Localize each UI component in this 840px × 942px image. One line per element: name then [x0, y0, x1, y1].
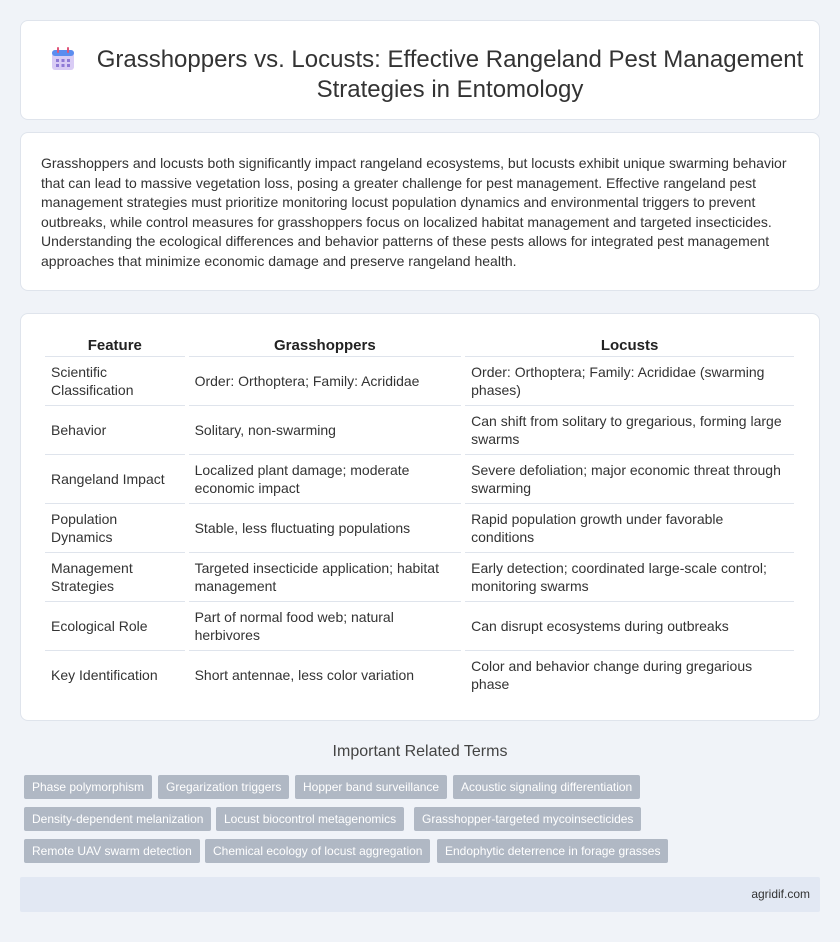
table-cell: Targeted insecticide application; habitat management	[189, 552, 462, 601]
table-row	[45, 601, 794, 650]
header-card	[20, 20, 820, 120]
table-cell: Severe defoliation; major economic threat through swarming	[465, 454, 794, 503]
related-term-tag[interactable]: Grasshopper-targeted mycoinsecticides	[414, 807, 641, 831]
related-term-tag[interactable]: Locust biocontrol metagenomics	[216, 807, 404, 831]
table-cell: Ecological Role	[45, 601, 185, 650]
page-title: Grasshoppers vs. Locusts: Effective Rangeland Pest Management Strategies in Entomology	[96, 46, 804, 103]
table-row	[45, 650, 794, 699]
table-cell: Localized plant damage; moderate economic impact	[189, 454, 462, 503]
related-term-tag[interactable]: Acoustic signaling differentiation	[453, 775, 640, 799]
table-cell: Part of normal food web; natural herbivores	[189, 601, 462, 650]
summary-card	[20, 132, 820, 291]
table-cell: Population Dynamics	[45, 503, 185, 552]
table-cell: Key Identification	[45, 650, 185, 699]
table-row	[45, 454, 794, 503]
table-cell: Management Strategies	[45, 552, 185, 601]
table-cell: Behavior	[45, 405, 185, 454]
table-cell: Solitary, non-swarming	[189, 405, 462, 454]
summary-text: Grasshoppers and locusts both significantly impact rangeland ecosystems, but locusts exhibit unique swarming behavior that can lead to massive vegetation loss, posing a greater challenge for pest management. Effective rangeland pest management strategies must prioritize monitoring locust population dynamics and environmental triggers to prevent outbreaks, while control measures for grasshoppers focus on localized habitat management and targeted insecticides. Understanding the ecological differences and behavior patterns of these pests allows for integrated pest management approaches that minimize economic damage and preserve rangeland health.	[41, 155, 787, 269]
table-cell: Color and behavior change during gregarious phase	[465, 650, 794, 699]
table-row	[45, 552, 794, 601]
column-header: Grasshoppers	[274, 336, 376, 354]
footer-site-link[interactable]: agridif.com	[751, 887, 810, 901]
column-header: Feature	[87, 336, 142, 354]
comparison-table-card	[20, 313, 820, 721]
related-term-tag[interactable]: Endophytic deterrence in forage grasses	[437, 839, 668, 863]
table-cell: Order: Orthoptera; Family: Acrididae	[189, 356, 462, 405]
comparison-table	[41, 334, 798, 699]
table-cell: Scientific Classification	[45, 356, 185, 405]
table-row	[45, 503, 794, 552]
table-cell: Order: Orthoptera; Family: Acrididae (swarming phases)	[465, 356, 794, 405]
related-term-tag[interactable]: Gregarization triggers	[158, 775, 289, 799]
column-header: Locusts	[600, 336, 659, 354]
calendar-icon	[49, 45, 77, 73]
table-cell: Stable, less fluctuating populations	[189, 503, 462, 552]
related-term-tag[interactable]: Remote UAV swarm detection	[24, 839, 200, 863]
table-cell: Rapid population growth under favorable conditions	[465, 503, 794, 552]
related-term-tag[interactable]: Phase polymorphism	[24, 775, 152, 799]
related-term-tag[interactable]: Chemical ecology of locust aggregation	[205, 839, 430, 863]
table-cell: Early detection; coordinated large-scale control; monitoring swarms	[465, 552, 794, 601]
table-row	[45, 356, 794, 405]
table-cell: Can shift from solitary to gregarious, forming large swarms	[465, 405, 794, 454]
table-row	[45, 405, 794, 454]
table-cell: Can disrupt ecosystems during outbreaks	[465, 601, 794, 650]
table-cell: Short antennae, less color variation	[189, 650, 462, 699]
footer	[20, 877, 820, 912]
table-cell: Rangeland Impact	[45, 454, 185, 503]
related-term-tag[interactable]: Density-dependent melanization	[24, 807, 211, 831]
related-terms-title: Important Related Terms	[332, 743, 508, 760]
related-term-tag[interactable]: Hopper band surveillance	[295, 775, 447, 799]
table-header-row	[45, 334, 794, 356]
